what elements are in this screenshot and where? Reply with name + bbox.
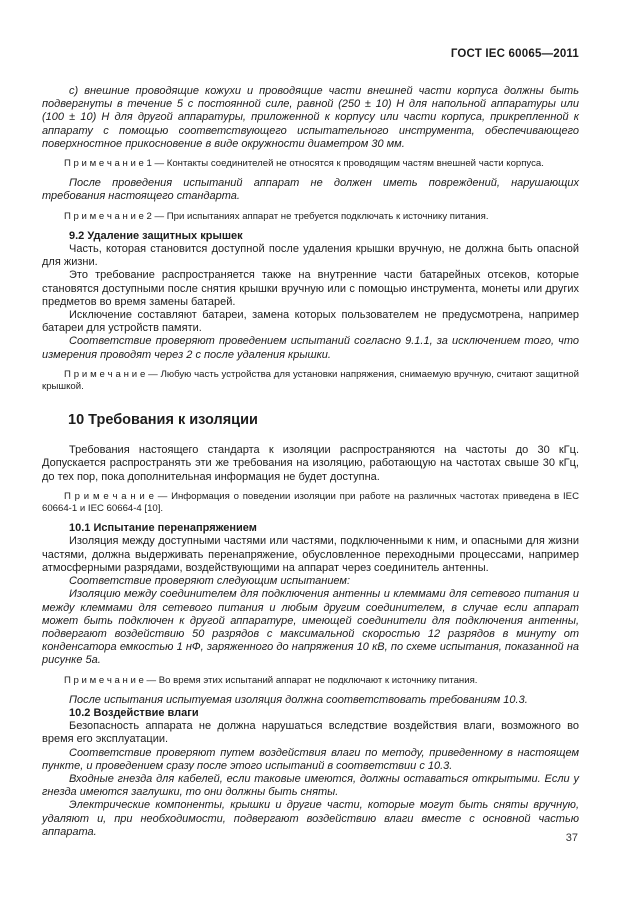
note: П р и м е ч а н и е — Любую часть устройства для установки напряжения, снимаемую вручную, считают защитной крышкой. [42,368,579,393]
note: П р и м е ч а н и е — Информация о поведении изоляции при работе на различных частотах приведена в IEC 60664-1 и IEC 60664-4 [10]. [42,490,579,515]
section-heading: 10 Требования к изоляции [68,412,258,429]
subsection-heading: 9.2 Удаление защитных крышек [69,229,243,242]
paragraph-italic: Изоляцию между соединителем для подключения антенны и клеммами для сетевого питания и между клеммами для сетевого питания и любым другим соединителем, в случае если аппарат может быть подключен к другой аппаратуре, имеющей соединители для подключения антенны, подвергают воздействию 50 разрядов с максимальной скоростью 12 разрядов в минуту от конденсатора емкостью 1 нФ, заряженного до напряжения 10 кВ, по схеме испытания, показанной на рисунке 5а. [42,588,579,667]
paragraph-italic: Соответствие проверяют следующим испытанием: [69,575,351,588]
paragraph: Исключение составляют батареи, замена которых пользователем не предусмотрена, например батареи для устройств памяти. [42,309,579,335]
paragraph-italic: Соответствие проверяют путем воздействия влаги по методу, приведенному в настоящем пункте, и проведением сразу после этого испытаний в соответствии с 10.3. [42,746,579,772]
paragraph-italic: После испытания испытуемая изоляция должна соответствовать требованиям 10.3. [69,693,528,706]
document-content [42,85,579,839]
page-body [42,48,579,839]
running-header: ГОСТ IEC 60065—2011 [450,48,579,60]
paragraph-italic: Электрические компоненты, крышки и другие части, которые могут быть сняты вручную, удаляют и, при необходимости, подвергают воздействию влаги вместе с основной частью аппарата. [42,799,579,838]
paragraph: Изоляция между доступными частями или частями, подключенными к ним, и опасными для жизни частями, должна выдерживать перенапряжение, обусловленное переходными процессами, например атмосферными разрядами, воздействующими на аппарат через соединитель антенны. [42,535,579,574]
page-number: 37 [565,832,578,844]
note: П р и м е ч а н и е 2 — При испытаниях аппарат не требуется подключать к источнику питания. [64,210,489,222]
paragraph: Часть, которая становится доступной после удаления крышки вручную, не должна быть опасной для жизни. [42,243,579,269]
paragraph-italic: После проведения испытаний аппарат не должен иметь повреждений, нарушающих требования настоящего стандарта. [42,177,579,203]
subsection-heading: 10.2 Воздействие влаги [69,706,199,719]
note: П р и м е ч а н и е 1 — Контакты соединителей не относятся к проводящим частям внешней части корпуса. [64,158,544,170]
paragraph-italic: Входные гнезда для кабелей, если таковые имеются, должны оставаться открытыми. Если у гнезда имеются заглушки, то они должны быть сняты. [42,772,579,799]
paragraph-italic: Соответствие проверяют проведением испытаний согласно 9.1.1, за исключением того, что измерения проводят через 2 с после удаления крышки. [42,335,579,361]
note: П р и м е ч а н и е — Во время этих испытаний аппарат не подключают к источнику питания. [64,674,478,686]
paragraph: Требования настоящего стандарта к изоляции распространяются на частоты до 30 кГц. Допускается распространять эти же требования на изоляцию, работающую на частотах свыше 30 кГц, до тех пор, пока дополнительная информация не будет доступна. [42,444,579,483]
subsection-heading: 10.1 Испытание перенапряжением [69,522,257,535]
paragraph-italic: с) внешние проводящие кожухи и проводящие части внешней части корпуса должны быть подвергнуты в течение 5 с постоянной силе, равной (250 ± 10) Н для напольной аппаратуры или (100 ± 10) Н для другой аппаратуры, приложенной к корпусу или части корпуса, прикрепленной к аппарату с помощью соответствующего испытательного инструмента, обеспечивающего поверхностное прикосновение в виде окружности диаметром 30 мм. [42,85,579,150]
paragraph: Безопасность аппарата не должна нарушаться вследствие воздействия влаги, возможного во время его эксплуатации. [42,720,579,746]
paragraph: Это требование распространяется также на внутренние части батарейных отсеков, которые становятся доступными после снятия крышки вручную или с помощью инструмента, монеты или других предметов во время замены батарей. [42,269,579,308]
